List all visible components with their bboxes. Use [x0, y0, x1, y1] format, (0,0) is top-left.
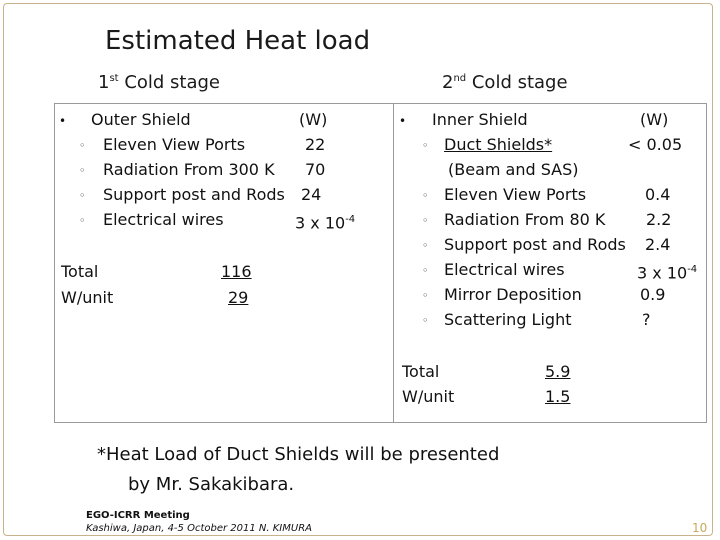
- stage1-main-label: Outer Shield: [91, 110, 191, 129]
- stage2-item-value: ?: [642, 310, 651, 329]
- stage1-panel: [54, 103, 395, 423]
- stage1-item-value: 24: [301, 185, 322, 204]
- footnote-line2: by Mr. Sakakibara.: [128, 474, 295, 495]
- stage1-item-value: 3 x $10^{-4}$: [295, 213, 356, 233]
- stage2-unit: (W): [640, 110, 669, 129]
- stage2-wunit-label: W/unit: [402, 387, 455, 406]
- sub-bullet-icon: ◦: [422, 289, 429, 302]
- stage2-item-label: Scattering Light: [444, 310, 572, 329]
- sub-bullet-icon: ◦: [79, 189, 86, 202]
- stage1-heading: 1st Cold stage: [98, 72, 221, 93]
- footnote-line1: *Heat Load of Duct Shields will be presented: [97, 444, 500, 465]
- stage2-wunit-value: 1.5: [545, 387, 571, 406]
- sub-bullet-icon: ◦: [422, 239, 429, 252]
- stage2-item-value: < 0.05: [628, 135, 683, 154]
- stage2-item-value: 0.9: [640, 285, 666, 304]
- stage2-heading: 2nd Cold stage: [442, 72, 568, 93]
- sub-bullet-icon: ◦: [422, 139, 429, 152]
- stage1-item-label: Radiation From 300 K: [103, 160, 275, 179]
- stage2-item-label: Electrical wires: [444, 260, 565, 279]
- stage1-total-value: 116: [221, 262, 252, 281]
- sub-bullet-icon: ◦: [422, 189, 429, 202]
- sub-bullet-icon: ◦: [422, 264, 429, 277]
- sub-bullet-icon: ◦: [79, 164, 86, 177]
- stage2-item-sublabel: (Beam and SAS): [448, 160, 579, 179]
- stage2-item-value: 2.2: [646, 210, 672, 229]
- sub-bullet-icon: ◦: [79, 139, 86, 152]
- stage1-item-value: 22: [305, 135, 326, 154]
- stage2-item-label: Support post and Rods: [444, 235, 626, 254]
- stage2-item-label: Duct Shields*: [444, 135, 553, 154]
- stage2-total-value: 5.9: [545, 362, 571, 381]
- footer-meeting-title: EGO-ICRR Meeting: [86, 510, 190, 521]
- page-number: 10: [692, 521, 708, 535]
- stage1-item-label: Eleven View Ports: [103, 135, 246, 154]
- bullet-icon: •: [399, 114, 407, 128]
- sub-bullet-icon: ◦: [422, 314, 429, 327]
- stage1-item-label: Electrical wires: [103, 210, 224, 229]
- footer-meeting-details: Kashiwa, Japan, 4-5 October 2011 N. KIMURA: [86, 523, 312, 534]
- stage2-item-value: 0.4: [645, 185, 671, 204]
- stage1-item-value: 70: [305, 160, 326, 179]
- stage2-total-label: Total: [402, 362, 440, 381]
- slide-title: Estimated Heat load: [105, 26, 371, 56]
- sub-bullet-icon: ◦: [79, 214, 86, 227]
- sub-bullet-icon: ◦: [422, 214, 429, 227]
- bullet-icon: •: [59, 114, 67, 128]
- stage2-main-label: Inner Shield: [432, 110, 528, 129]
- stage2-panel: [393, 103, 707, 423]
- stage2-item-label: Radiation From 80 K: [444, 210, 606, 229]
- stage2-item-label: Eleven View Ports: [444, 185, 587, 204]
- stage1-wunit-label: W/unit: [61, 288, 114, 307]
- stage1-wunit-value: 29: [228, 288, 249, 307]
- stage2-item-value: 3 x $10^{-4}$: [637, 263, 698, 283]
- stage1-unit: (W): [299, 110, 328, 129]
- stage2-item-label: Mirror Deposition: [444, 285, 582, 304]
- stage1-total-label: Total: [61, 262, 99, 281]
- stage1-item-label: Support post and Rods: [103, 185, 285, 204]
- stage2-item-value: 2.4: [645, 235, 671, 254]
